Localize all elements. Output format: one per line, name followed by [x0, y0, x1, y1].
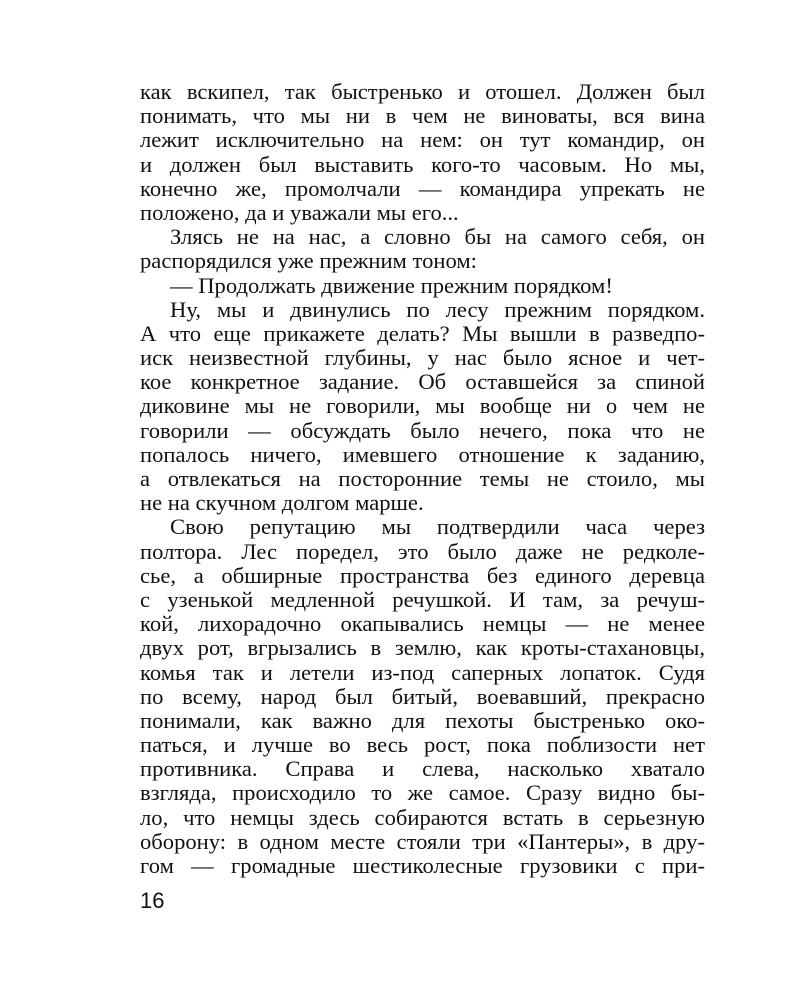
- text-line: Свою репутацию мы подтвердили часа через: [170, 514, 705, 540]
- body-text: [140, 80, 705, 878]
- text-line: А что еще прикажете делать? Мы вышли в разведпо-: [140, 320, 705, 346]
- text-line: Ну, мы и двинулись по лесу прежним порядком.: [170, 296, 705, 322]
- text-line: а отвлекаться на посторонние темы не стоило, мы: [140, 466, 705, 491]
- text-line: иск неизвестной глубины, у нас было ясное и чет-: [140, 345, 705, 371]
- text-line: по всему, народ был битый, воевавший, прекрасно: [140, 683, 705, 709]
- text-line: кое конкретное задание. Об оставшейся за спиной: [140, 369, 705, 395]
- text-line: диковине мы не говорили, мы вообще ни о чем не: [140, 393, 705, 419]
- text-line: комья так и летели из-под саперных лопаток. Судя: [140, 659, 705, 685]
- text-line: лежит исключительно на нем: он тут командир, он: [140, 127, 705, 153]
- text-line: распорядился уже прежним тоном:: [140, 248, 477, 274]
- text-line: сье, а обширные пространства без единого деревца: [140, 562, 705, 588]
- text-line: полтора. Лес поредел, это было даже не редколе-: [140, 538, 705, 564]
- text-line: Злясь не на нас, а словно бы на самого себя, он: [170, 224, 705, 250]
- text-line: конечно же, промолчали — командира упрекать не: [140, 175, 705, 201]
- text-line: кой, лихорадочно окапывались немцы — не менее: [140, 611, 705, 637]
- text-line: противника. Справа и слева, насколько хватало: [140, 756, 705, 782]
- text-line: как вскипел, так быстренько и отошел. Должен был: [140, 79, 705, 104]
- text-line: говорили — обсуждать было нечего, пока что не: [140, 417, 705, 443]
- text-line: попалось ничего, имевшего отношение к заданию,: [140, 441, 705, 467]
- page-number: 16: [140, 888, 165, 913]
- text-line: гом — громадные шестиколесные грузовики с при-: [140, 853, 705, 878]
- text-line: понимали, как важно для пехоты быстренько око-: [140, 707, 705, 733]
- text-line: оборону: в одном месте стояли три «Пантеры», в дру-: [140, 828, 705, 854]
- text-line: — Продолжать движение прежним порядком!: [170, 272, 613, 298]
- text-line: с узенькой медленной речушкой. И там, за речуш-: [140, 586, 705, 612]
- text-line: и должен был выставить кого-то часовым. Но мы,: [140, 151, 705, 177]
- text-line: двух рот, вгрызались в землю, как кроты-стахановцы,: [140, 635, 705, 661]
- text-line: положено, да и уважали мы его...: [140, 199, 459, 225]
- text-line: ло, что немцы здесь собираются встать в серьезную: [140, 804, 705, 830]
- text-line: не на скучном долгом марше.: [140, 490, 424, 516]
- text-line: взгляда, происходило то же самое. Сразу видно бы-: [140, 780, 705, 806]
- text-line: паться, и лучше во весь рост, пока поблизости нет: [140, 732, 705, 758]
- text-line: понимать, что мы ни в чем не виноваты, вся вина: [140, 103, 705, 129]
